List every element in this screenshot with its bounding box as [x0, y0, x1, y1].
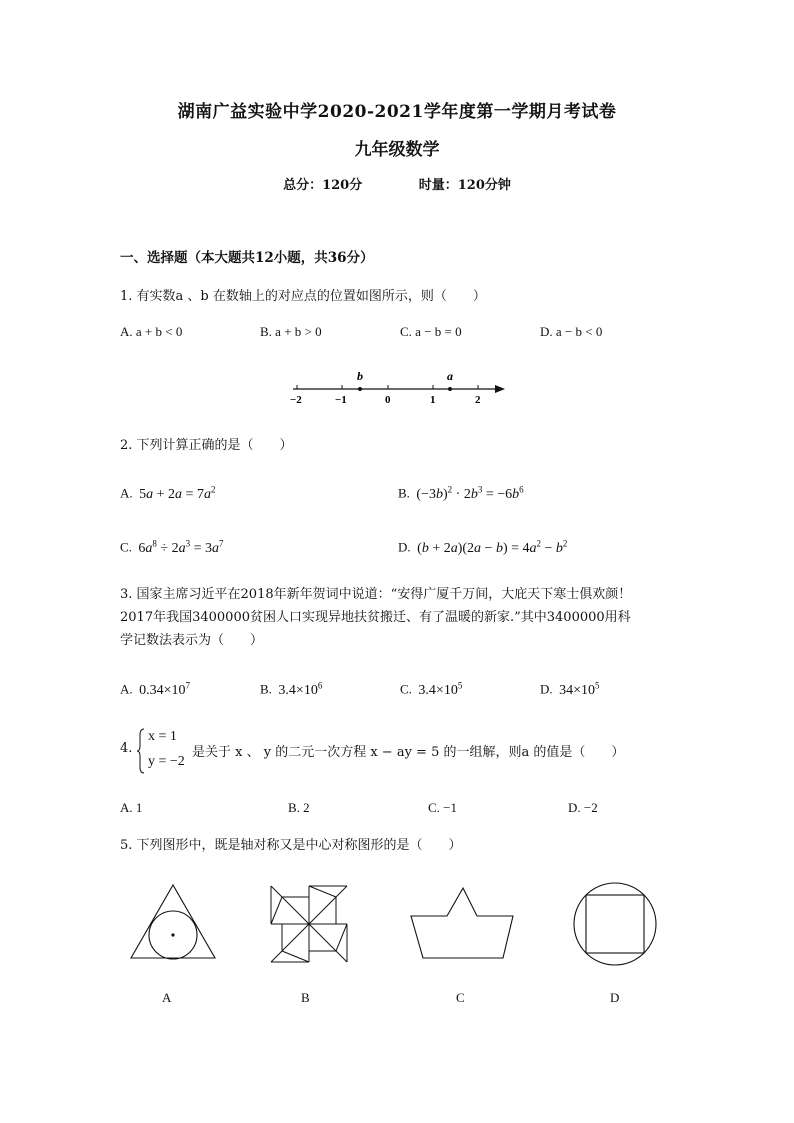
exam-info: [0, 174, 794, 193]
tick-label: 1: [430, 394, 436, 406]
figure-c-crown-shape: [405, 880, 520, 965]
brace: [136, 727, 146, 775]
q2-option-a: A. $5a + 2a = 7a^2$: [120, 484, 216, 502]
question-3-line-2: 2017年我国3400000贫困人口实现异地扶贫搬迁、有了温暖的新家.”其中3400000用科: [120, 610, 631, 625]
tick-label: 0: [385, 394, 391, 406]
figure-b-pinwheel: [265, 880, 355, 970]
figure-label-c: C: [456, 990, 465, 1005]
tick-label: −1: [335, 394, 347, 406]
tick-label: 2: [475, 394, 481, 406]
q4-option-d: D. −2: [568, 800, 598, 815]
question-3-line-3: 学记数法表示为（ ）: [120, 633, 264, 648]
q2-option-d: D. $(b + 2a)(2a - b) = 4a^2 - b^2$: [398, 538, 568, 556]
tick-label: −2: [290, 394, 302, 406]
q1-option-a: A. a + b < 0: [120, 324, 183, 339]
point-b-label: b: [357, 369, 363, 383]
question-2-text: 2. 下列计算正确的是（ ）: [120, 438, 293, 453]
q2-option-b: B. $(-3b)^2 \cdot 2b^3 = -6b^6$: [398, 484, 524, 502]
q4-option-a: A. 1: [120, 800, 143, 815]
q3-option-c: C. $3.4\times 10^5$: [400, 680, 463, 698]
q3-option-d: D. $34\times 10^5$: [540, 680, 600, 698]
figure-d-circle-square: [570, 878, 662, 970]
q2-option-c: C. $6a^8 \div 2a^3 = 3a^7$: [120, 538, 224, 556]
question-1-text: 1. 有实数a 、b 在数轴上的对应点的位置如图所示，则（ ）: [120, 289, 486, 304]
number-line: [285, 365, 515, 410]
q1-option-b: B. a + b > 0: [260, 324, 322, 339]
figure-label-d: D: [610, 990, 620, 1005]
page-title: 湖南广益实验中学2020-2021学年度第一学期月考试卷: [177, 102, 617, 122]
q4-option-b: B. 2: [288, 800, 310, 815]
figure-label-a: A: [162, 990, 172, 1005]
q3-option-b: B. $3.4\times 10^6$: [260, 680, 323, 698]
figure-label-b: B: [301, 990, 310, 1005]
question-3-line-1: 3. 国家主席习近平在2018年新年贺词中说道：“安得广厦千万间，大庇天下寒士俱欢颜！: [120, 587, 632, 602]
section-heading: 一、选择题（本大题共12小题，共36分）: [120, 250, 374, 266]
q3-option-a: A. $0.34\times 10^7$: [120, 680, 191, 698]
question-4-text: 是关于 x 、 y 的二元一次方程 x − ay = 5 的一组解，则a 的值是（ ）: [192, 745, 625, 760]
exam-time: 时量：120分钟: [418, 178, 511, 193]
question-5-text: 5. 下列图形中，既是轴对称又是中心对称图形的是（ ）: [120, 838, 462, 853]
q1-option-d: D. a − b < 0: [540, 324, 603, 339]
q4-option-c: C. −1: [428, 800, 458, 815]
system-eq-2: y = −2: [148, 754, 185, 769]
system-eq-1: x = 1: [148, 729, 177, 744]
figure-a-triangle-incircle: [125, 880, 225, 965]
point-a-label: a: [447, 369, 453, 383]
page-subtitle: 九年级数学: [354, 140, 440, 160]
total-score: 总分：120分: [283, 178, 363, 193]
q1-option-c: C. a − b = 0: [400, 324, 462, 339]
